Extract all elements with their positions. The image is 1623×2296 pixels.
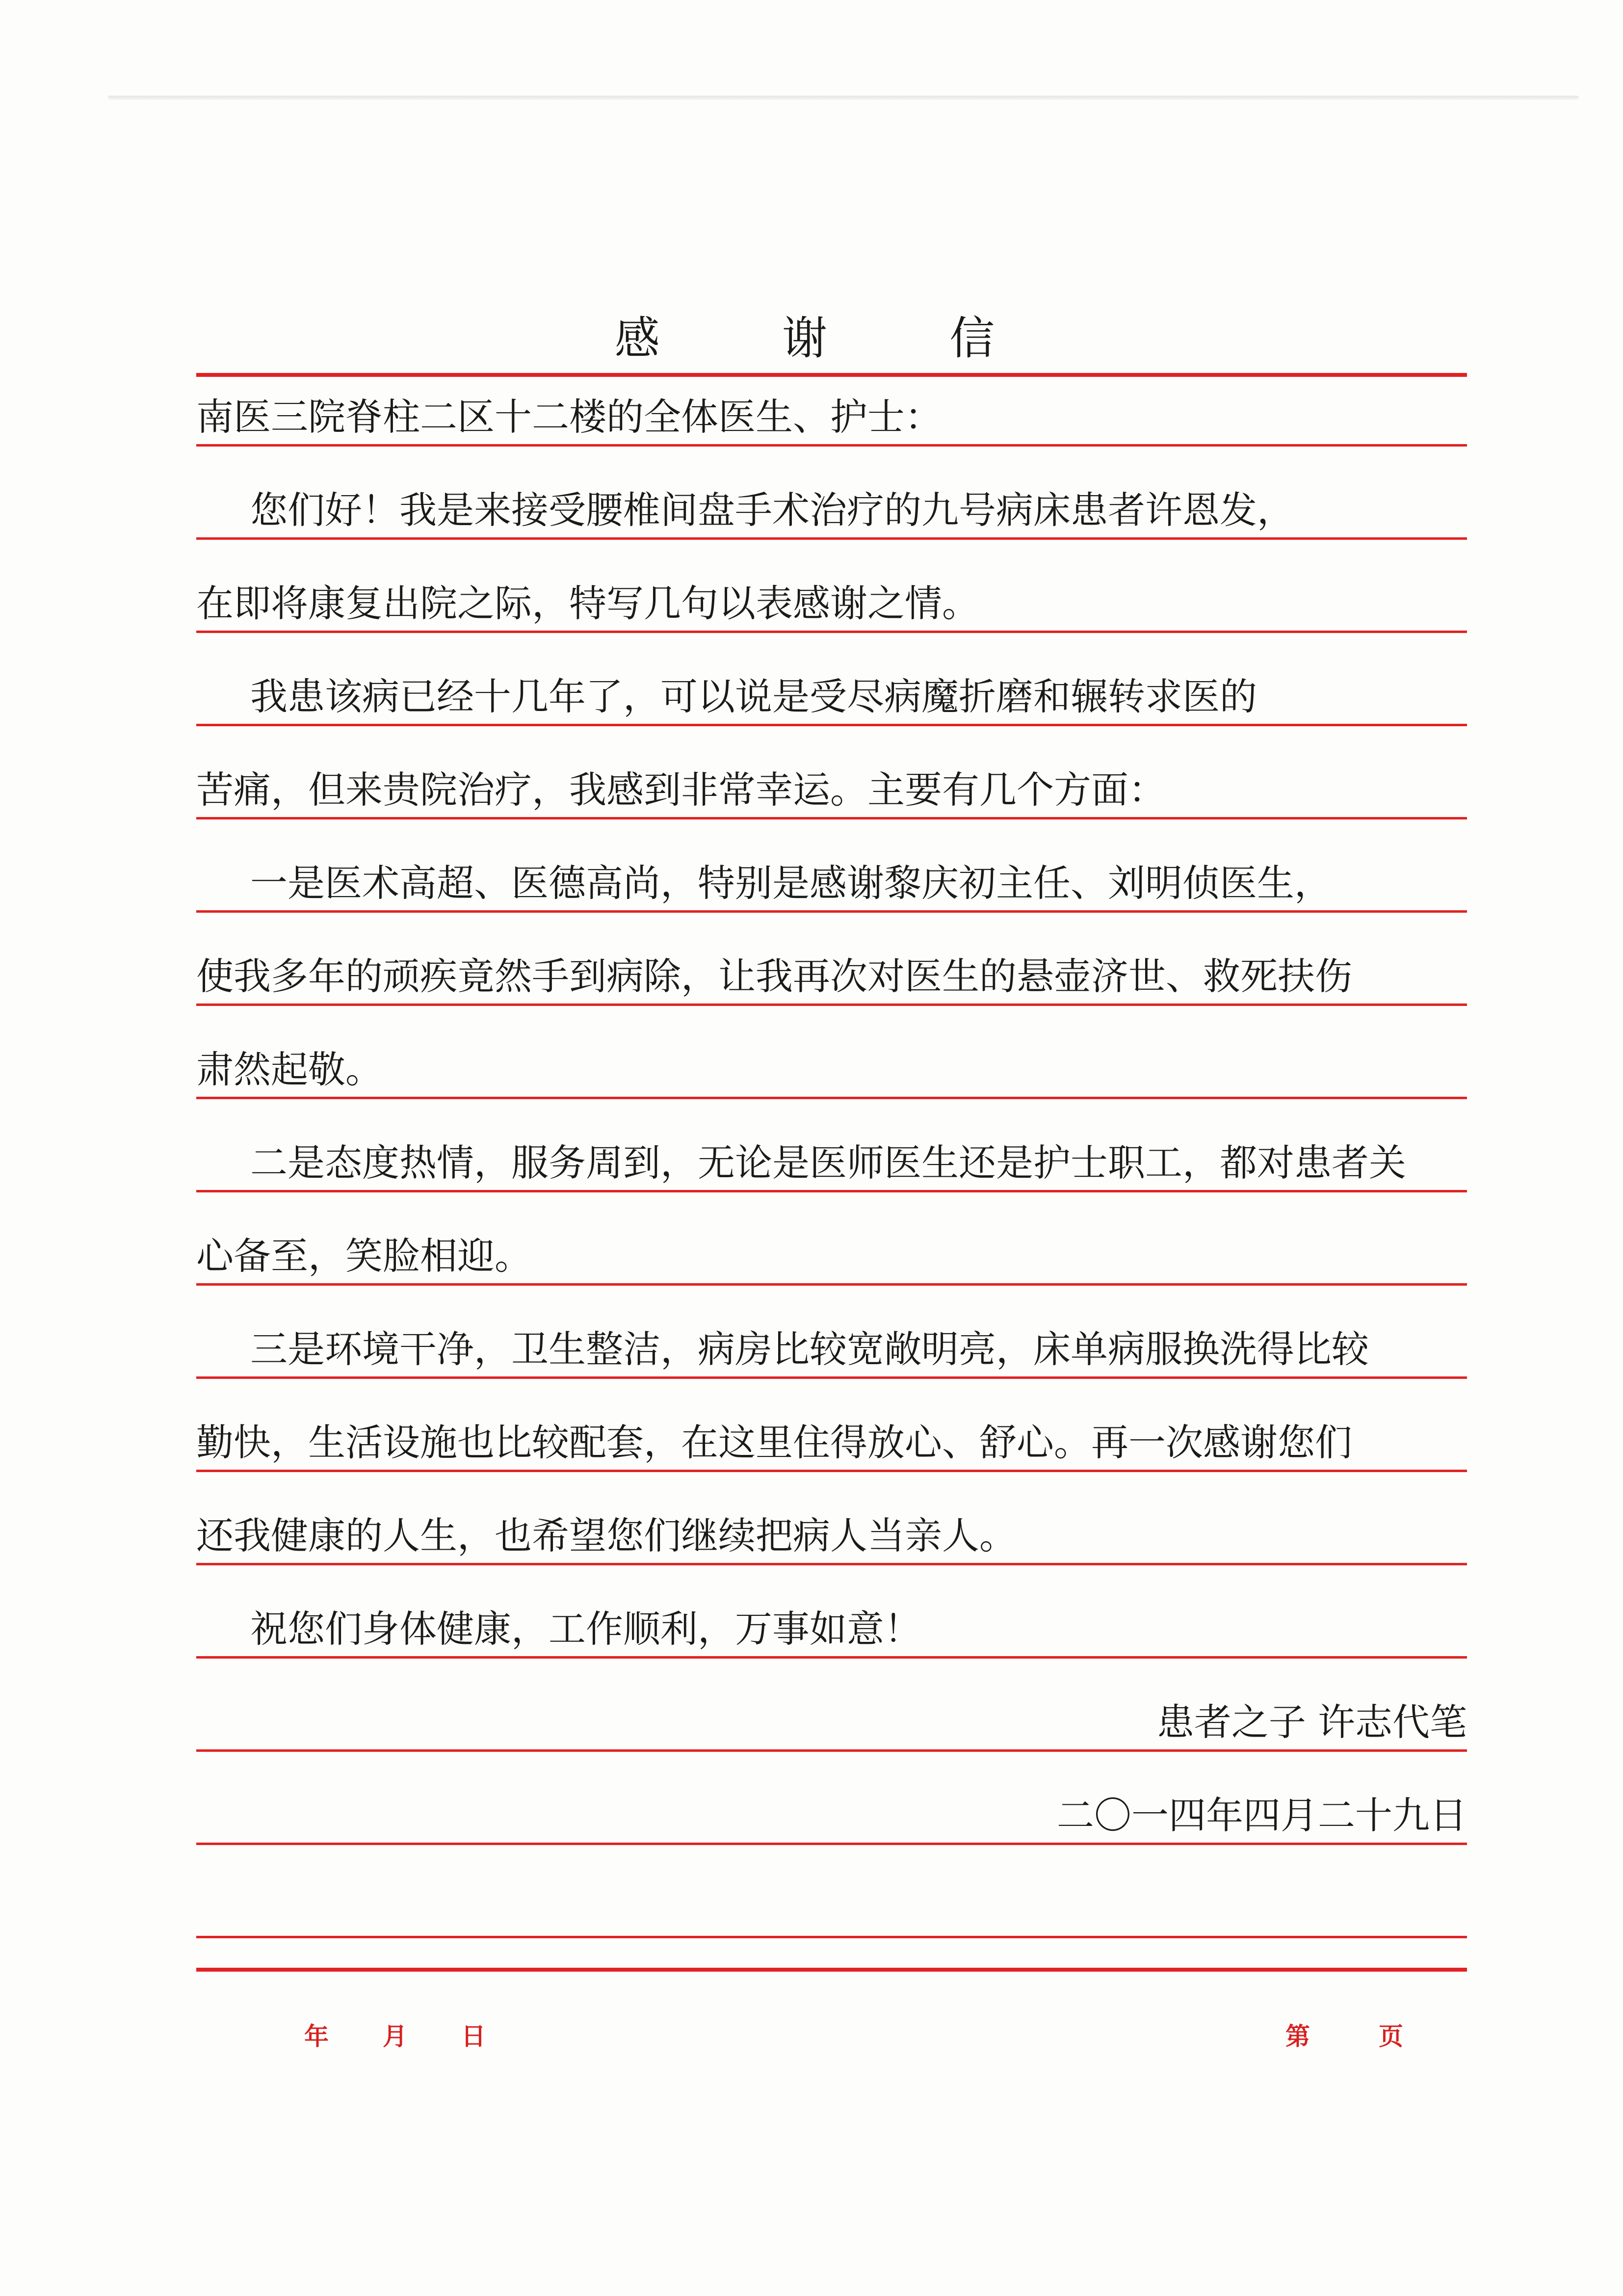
signature: 患者之子 许志代笔 xyxy=(1156,1700,1467,1744)
body-line: 心备至，笑脸相迎。 xyxy=(196,1234,532,1278)
rule-line xyxy=(196,1283,1467,1286)
rule-line xyxy=(196,373,1467,377)
body-line: 您们好！我是来接受腰椎间盘手术治疗的九号病床患者许恩发， xyxy=(250,488,1294,532)
footer-month-label: 月 xyxy=(383,2022,407,2051)
body-line: 勤快，生活设施也比较配套，在这里住得放心、舒心。再一次感谢您们 xyxy=(196,1421,1352,1464)
rule-line xyxy=(196,1097,1467,1099)
rule-line xyxy=(196,1190,1467,1192)
rule-line xyxy=(196,1656,1467,1659)
closing-wish: 祝您们身体健康，工作顺利，万事如意！ xyxy=(250,1607,921,1651)
rule-line xyxy=(196,1003,1467,1006)
rule-line xyxy=(196,444,1467,447)
body-line: 使我多年的顽疾竟然手到病除，让我再次对医生的悬壶济世、救死扶伤 xyxy=(196,954,1352,998)
salutation: 南医三院脊柱二区十二楼的全体医生、护士： xyxy=(196,395,942,439)
body-line: 三是环境干净，卫生整洁，病房比较宽敞明亮，床单病服换洗得比较 xyxy=(250,1327,1369,1371)
rule-line xyxy=(196,1936,1467,1938)
body-line: 肃然起敬。 xyxy=(196,1048,383,1091)
body-line: 在即将康复出院之际，特写几句以表感谢之情。 xyxy=(196,581,979,625)
body-line: 二是态度热情，服务周到，无论是医师医生还是护士职工，都对患者关 xyxy=(250,1141,1406,1185)
body-line: 我患该病已经十几年了，可以说是受尽病魔折磨和辗转求医的 xyxy=(250,675,1257,718)
footer-date-labels xyxy=(304,2017,540,2052)
footer-year-label: 年 xyxy=(304,2022,329,2051)
body-line: 苦痛，但来贵院治疗，我感到非常幸运。主要有几个方面： xyxy=(196,768,1166,812)
rule-line xyxy=(196,910,1467,913)
body-line: 一是医术高超、医德高尚，特别是感谢黎庆初主任、刘明侦医生， xyxy=(250,861,1332,905)
rule-line xyxy=(196,1843,1467,1845)
footer-day-label: 日 xyxy=(461,2022,486,2051)
body-line: 还我健康的人生，也希望您们继续把病人当亲人。 xyxy=(196,1514,1017,1557)
rule-line xyxy=(196,1749,1467,1752)
rule-line xyxy=(196,537,1467,540)
rule-line xyxy=(196,1470,1467,1472)
rule-line xyxy=(196,631,1467,633)
rule-line xyxy=(196,1968,1467,1972)
footer-page-suffix: 页 xyxy=(1379,2022,1403,2051)
rule-line xyxy=(196,1563,1467,1565)
footer-page-labels xyxy=(1285,2017,1472,2052)
footer-page-prefix: 第 xyxy=(1285,2022,1310,2051)
rule-line xyxy=(196,724,1467,726)
rule-line xyxy=(196,817,1467,819)
rule-line xyxy=(196,1376,1467,1379)
letter-date: 二〇一四年四月二十九日 xyxy=(1057,1794,1467,1837)
letter-title: 感 谢 信 xyxy=(614,312,1049,365)
letter-ruled-sheet xyxy=(196,0,1467,2296)
